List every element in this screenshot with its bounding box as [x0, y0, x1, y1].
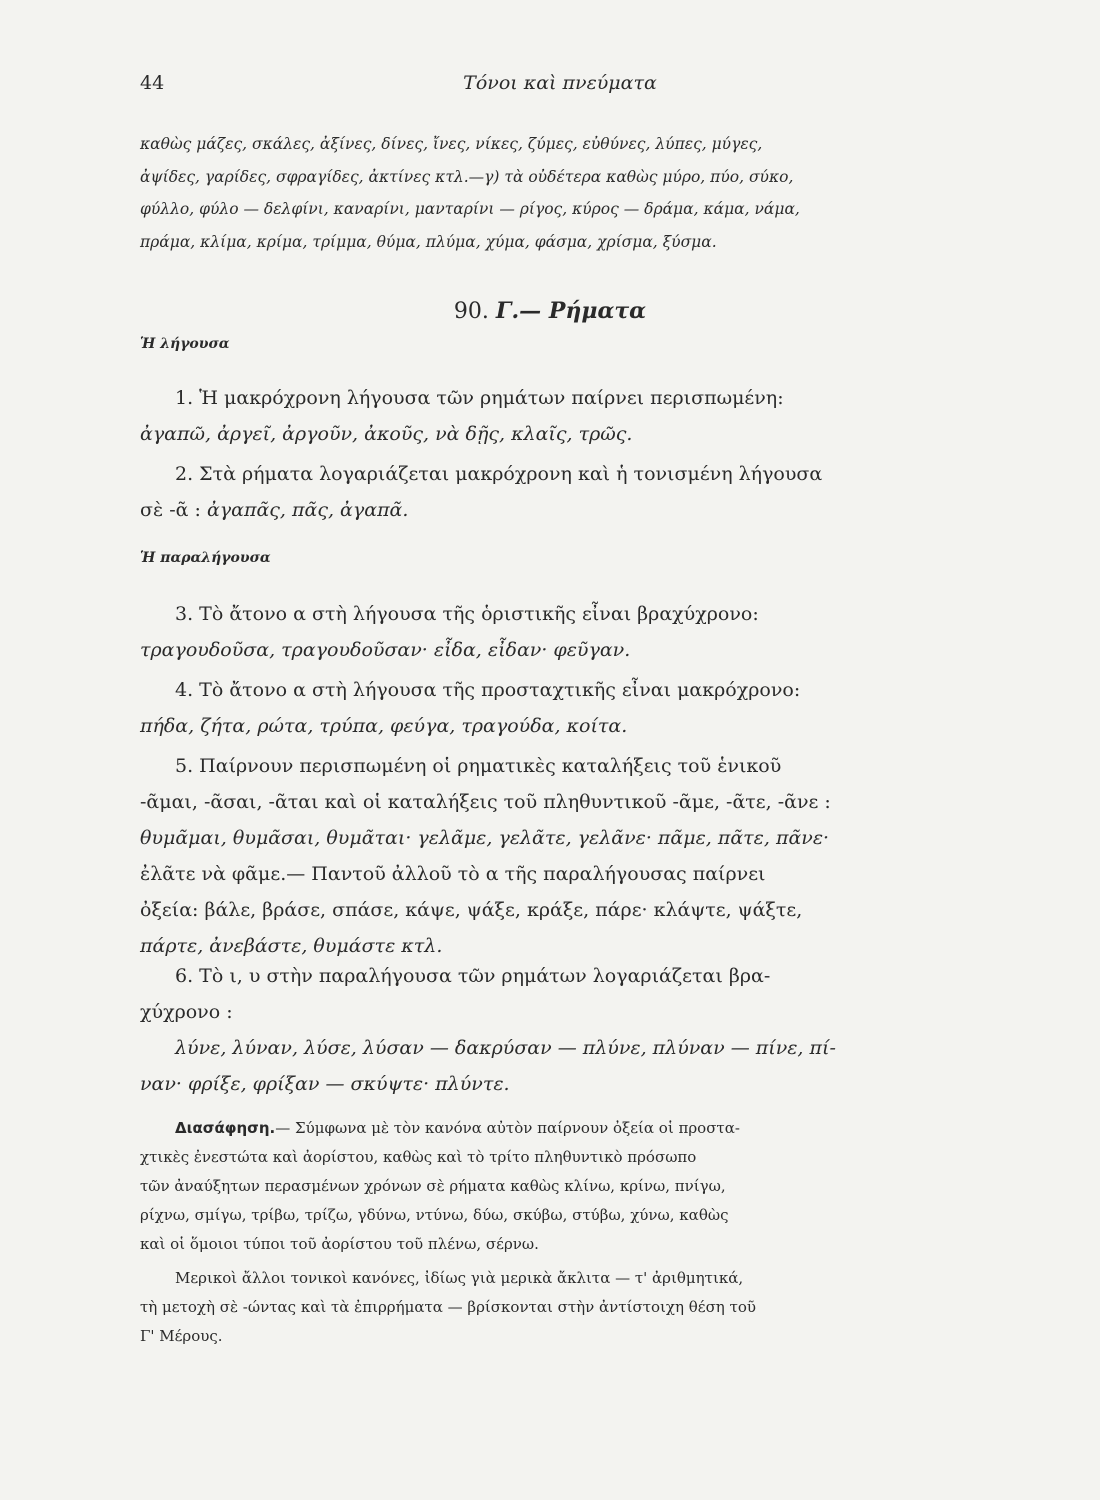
item-4 [140, 672, 988, 744]
intro-paragraph [140, 128, 988, 258]
intro-line: φύλλο, φύλο — δελφίνι, καναρίνι, μανταρίνι — ρίγος, κύρος — δράμα, κάμα, νάμα, [140, 200, 800, 219]
intro-line: ἀψίδες, γαρίδες, σφραγίδες, ἀκτίνες κτλ.—γ) τὰ οὐδέτερα καθὼς μύρο, πύο, σύκο, [140, 167, 794, 186]
page-number: 44 [140, 72, 165, 94]
item-5-line: ἐλᾶτε νὰ φᾶμε.— Παντοῦ ἀλλοῦ τὸ α τῆς παραλήγουσας παίρνει [140, 863, 766, 885]
item-1-line: 1. Ἡ μακρόχρονη λήγουσα τῶν ρημάτων παίρνει περισπωμένη: [175, 387, 784, 409]
note-line: Γ' Μέρους. [140, 1327, 223, 1345]
item-6-line: 6. Τὸ ι, υ στὴν παραλήγουσα τῶν ρημάτων λογαριάζεται βρα- [175, 965, 771, 987]
item-5-line: 5. Παίρνουν περισπωμένη οἱ ρηματικὲς καταλήξεις τοῦ ἑνικοῦ [175, 755, 782, 777]
section-number: 90. [453, 299, 489, 324]
item-3-line: 3. Τὸ ἄτονο α στὴ λήγουσα τῆς ὁριστικῆς εἶναι βραχύχρονο: [175, 603, 759, 625]
item-1 [140, 380, 988, 452]
item-4-examples: πήδα, ζήτα, ρώτα, τρύπα, φεύγα, τραγούδα, κοίτα. [140, 715, 628, 737]
item-2-examples: ἀγαπᾶς, πᾶς, ἀγαπᾶ. [206, 499, 409, 521]
item-5-line: θυμᾶμαι, θυμᾶσαι, θυμᾶται· γελᾶμε, γελᾶτε, γελᾶνε· πᾶμε, πᾶτε, πᾶνε· [140, 827, 830, 849]
subheading-paraligousa: Ἡ παραλήγουσα [140, 550, 271, 566]
running-title: Τόνοι καὶ πνεύματα [463, 72, 657, 94]
section-title: Γ.— Ρήματα [495, 298, 647, 324]
note-line: τῶν ἀναύξητων περασμένων χρόνων σὲ ρήματα καθὼς κλίνω, κρίνω, πνίγω, [140, 1177, 726, 1195]
item-6-line: χύχρονο : [140, 1001, 233, 1023]
note-line: Μερικοὶ ἄλλοι τονικοὶ κανόνες, ἰδίως γιὰ μερικὰ ἄκλιτα — τ' ἀριθμητικά, [175, 1269, 744, 1287]
note-line: χτικὲς ἐνεστώτα καὶ ἀορίστου, καθὼς καὶ τὸ τρίτο πληθυντικὸ πρόσωπο [140, 1148, 697, 1166]
note-line: τὴ μετοχὴ σὲ -ώντας καὶ τὰ ἐπιρρήματα — βρίσκονται στὴν ἀντίστοιχη θέση τοῦ [140, 1298, 757, 1316]
clarification-label: Διασάφηση. [175, 1119, 276, 1137]
clarification-note [140, 1114, 988, 1259]
note-line: καὶ οἱ ὅμοιοι τύποι τοῦ ἀορίστου τοῦ πλένω, σέρνω. [140, 1235, 539, 1253]
item-5-line: πάρτε, ἀνεβάστε, θυμάστε κτλ. [140, 935, 443, 957]
intro-line: καθὼς μάζες, σκάλες, ἀξίνες, δίνες, ἴνες, νίκες, ζύμες, εὐθύνες, λύπες, μύγες, [140, 135, 763, 153]
item-2-line: 2. Στὰ ρήματα λογαριάζεται μακρόχρονη καὶ ἡ τονισμένη λήγουσα [175, 463, 823, 485]
section-heading [0, 298, 1100, 324]
item-6 [140, 958, 988, 1102]
intro-line: πράμα, κλίμα, κρίμα, τρίμμα, θύμα, πλύμα, χύμα, φάσμα, χρίσμα, ξύσμα. [140, 232, 717, 251]
other-rules-note [140, 1264, 988, 1351]
subheading-ligousa: Ἡ λήγουσα [140, 336, 230, 352]
note-line: ρίχνω, σμίγω, τρίβω, τρίζω, γδύνω, ντύνω, δύω, σκύβω, στύβω, χύνω, καθὼς [140, 1206, 729, 1224]
item-3 [140, 596, 988, 668]
item-1-examples: ἀγαπῶ, ἀργεῖ, ἀργοῦν, ἀκοῦς, νὰ δῇς, κλαῖς, τρῶς. [140, 423, 633, 445]
page-header [140, 72, 980, 102]
note-line: — Σύμφωνα μὲ τὸν κανόνα αὐτὸν παίρνουν ὀξεία οἱ προστα- [275, 1119, 740, 1137]
item-4-line: 4. Τὸ ἄτονο α στὴ λήγουσα τῆς προσταχτικῆς εἶναι μακρόχρονο: [175, 679, 801, 701]
item-5 [140, 748, 988, 964]
item-6-examples: λύνε, λύναν, λύσε, λύσαν — δακρύσαν — πλύνε, πλύναν — πίνε, πί- [175, 1037, 836, 1059]
item-6-examples: ναν· φρίξε, φρίξαν — σκύψτε· πλύντε. [140, 1073, 510, 1095]
item-5-line: -ᾶμαι, -ᾶσαι, -ᾶται καὶ οἱ καταλήξεις τοῦ πληθυντικοῦ -ᾶμε, -ᾶτε, -ᾶνε : [140, 791, 831, 813]
item-2-ending: σὲ -ᾶ : [140, 499, 201, 521]
item-3-examples: τραγουδοῦσα, τραγουδοῦσαν· εἶδα, εἶδαν· φεῦγαν. [140, 639, 631, 661]
item-5-line: ὀξεία: βάλε, βράσε, σπάσε, κάψε, ψάξε, κράξε, πάρε· κλάψτε, ψάξτε, [140, 899, 803, 921]
item-2 [140, 456, 988, 528]
